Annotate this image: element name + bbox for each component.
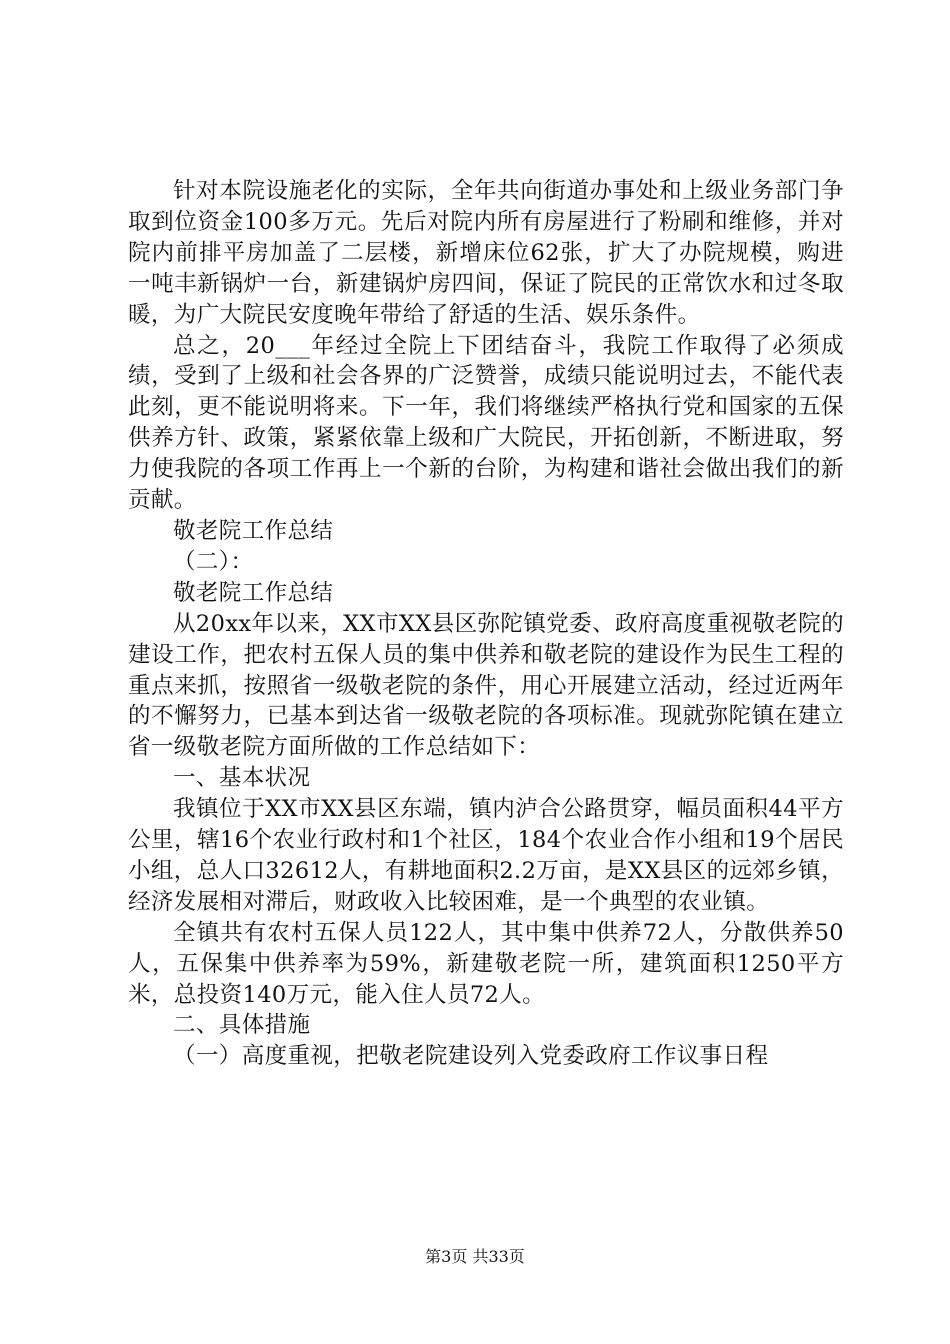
heading-specific-measures: 二、具体措施 — [173, 1012, 311, 1039]
paragraph-facility-funding: 针对本院设施老化的实际，全年共向街道办事处和上级业务部门争取到位资金100多万元。先后对院内所有房屋进行了粉刷和维修，并对院内前排平房加盖了二层楼，新增床位62张，扩大了办院规模，购进一吨丰新锅炉一台，新建锅炉房四间，保证了院民的正常饮水和过冬取暖，为广大院民安度晚年带给了舒适的生活、娱乐条件。 — [128, 178, 844, 328]
paragraph-introduction: 从20xx年以来，XX市XX县区弥陀镇党委、政府高度重视敬老院的建设工作，把农村五保人员的集中供养和敬老院的建设作为民生工程的重点来抓，按照省一级敬老院的条件，用心开展建立活动，经过近两年的不懈努力，已基本到达省一级敬老院的各项标准。现就弥陀镇在建立省一级敬老院方面所做的工作总结如下： — [128, 610, 844, 761]
paragraph-conclusion: 总之，20___年经过全院上下团结奋斗，我院工作取得了必须成绩，受到了上级和社会各界的广泛赞誉，成绩只能说明过去，不能代表此刻，更不能说明将来。下一年，我们将继续严格执行党和国家的五保供养方针、政策，紧紧依靠上级和广大院民，开拓创新，不断进取，努力使我院的各项工作再上一个新的台阶，为构建和谐社会做出我们的新贡献。 — [128, 332, 844, 514]
section-heading-title: 敬老院工作总结 — [173, 517, 334, 544]
page-number-label: 第3页 共33页 — [425, 1247, 525, 1266]
section-heading-subtitle: 敬老院工作总结 — [173, 579, 334, 606]
paragraph-five-guarantees: 全镇共有农村五保人员122人，其中集中供养72人，分散供养50人，五保集中供养率为59%，新建敬老院一所，建筑面积1250平方米，总投资140万元，能入住人员72人。 — [128, 919, 844, 1008]
heading-measure-one: （一）高度重视，把敬老院建设列入党委政府工作议事日程 — [173, 1043, 769, 1070]
page-footer — [0, 1247, 950, 1267]
paragraph-town-overview: 我镇位于XX市XX县区东端，镇内泸合公路贯穿，幅员面积44平方公里，辖16个农业行政村和1个社区，184个农业合作小组和19个居民小组，总人口32612人，有耕地面积2.2万亩，是XX县区的远郊乡镇，经济发展相对滞后，财政收入比较困难，是一个典型的农业镇。 — [128, 796, 844, 915]
document-body — [128, 176, 844, 1072]
heading-basic-situation: 一、基本状况 — [173, 765, 311, 792]
section-heading-number: （二）： — [173, 548, 254, 575]
